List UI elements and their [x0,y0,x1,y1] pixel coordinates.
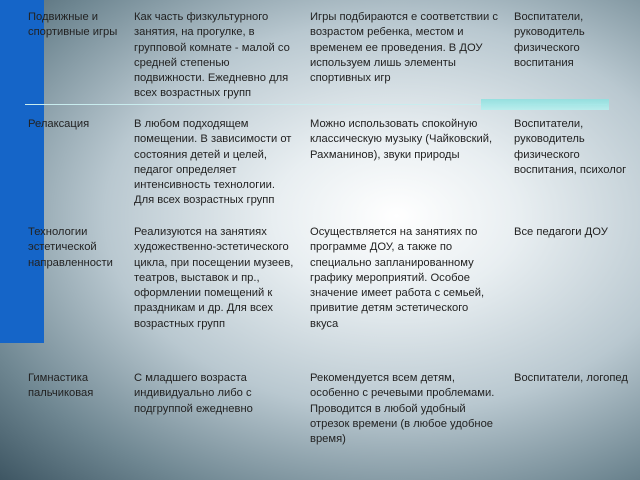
method-cell: Игры подбираются е соответствии с возрастом ребенка, местом и временем ее проведения. В ДОУ используем лишь элементы спортивных игр [310,11,498,85]
method-cell: Осуществляется на занятиях по программе ДОУ, а также по специально запланированному графику мероприятий. Особое значение имеет работа с семьей, привитие детям эстетического вкуса [310,226,485,330]
technology-cell: Релаксация [28,118,90,130]
table-row [20,225,640,371]
responsible-cell: Все педагоги ДОУ [514,226,608,238]
technology-cell: Технологии эстетической направленности [28,226,113,269]
responsible-cell: Воспитатели, руководитель физического воспитания [514,11,585,69]
features-cell: Реализуются на занятиях художественно-эстетического цикла, при посещении музеев, театров, выставок и пр., оформлении помещений к праздникам и др. Для всех возрастных групп [134,226,294,330]
method-cell: Можно использовать спокойную классическую музыку (Чайковский, Рахманинов), звуки природы [310,118,493,161]
features-cell: Как часть физкультурного занятия, на прогулке, в групповой комнате - малой со средней степенью подвижности. Ежедневно для всех возрастных групп [134,11,290,100]
method-cell: Рекомендуется всем детям, особенно с речевыми проблемами. Проводится в любой удобный отрезок времени (в любое удобное время) [310,372,495,446]
health-technologies-table [20,10,640,471]
technology-cell: Гимнастика пальчиковая [28,372,94,400]
features-cell: В любом подходящем помещении. В зависимости от состояния детей и целей, педагог определяет интенсивность технологии. Для всех возрастных групп [134,118,292,207]
responsible-cell: Воспитатели, руководитель физического воспитания, психолог [514,118,627,176]
table-row [20,117,640,225]
responsible-cell: Воспитатели, логопед [514,372,628,384]
features-cell: С младшего возраста индивидуально либо с подгруппой ежедневно [134,372,253,415]
table-row [20,10,640,117]
technology-cell: Подвижные и спортивные игры [28,11,118,39]
table-row [20,371,640,471]
